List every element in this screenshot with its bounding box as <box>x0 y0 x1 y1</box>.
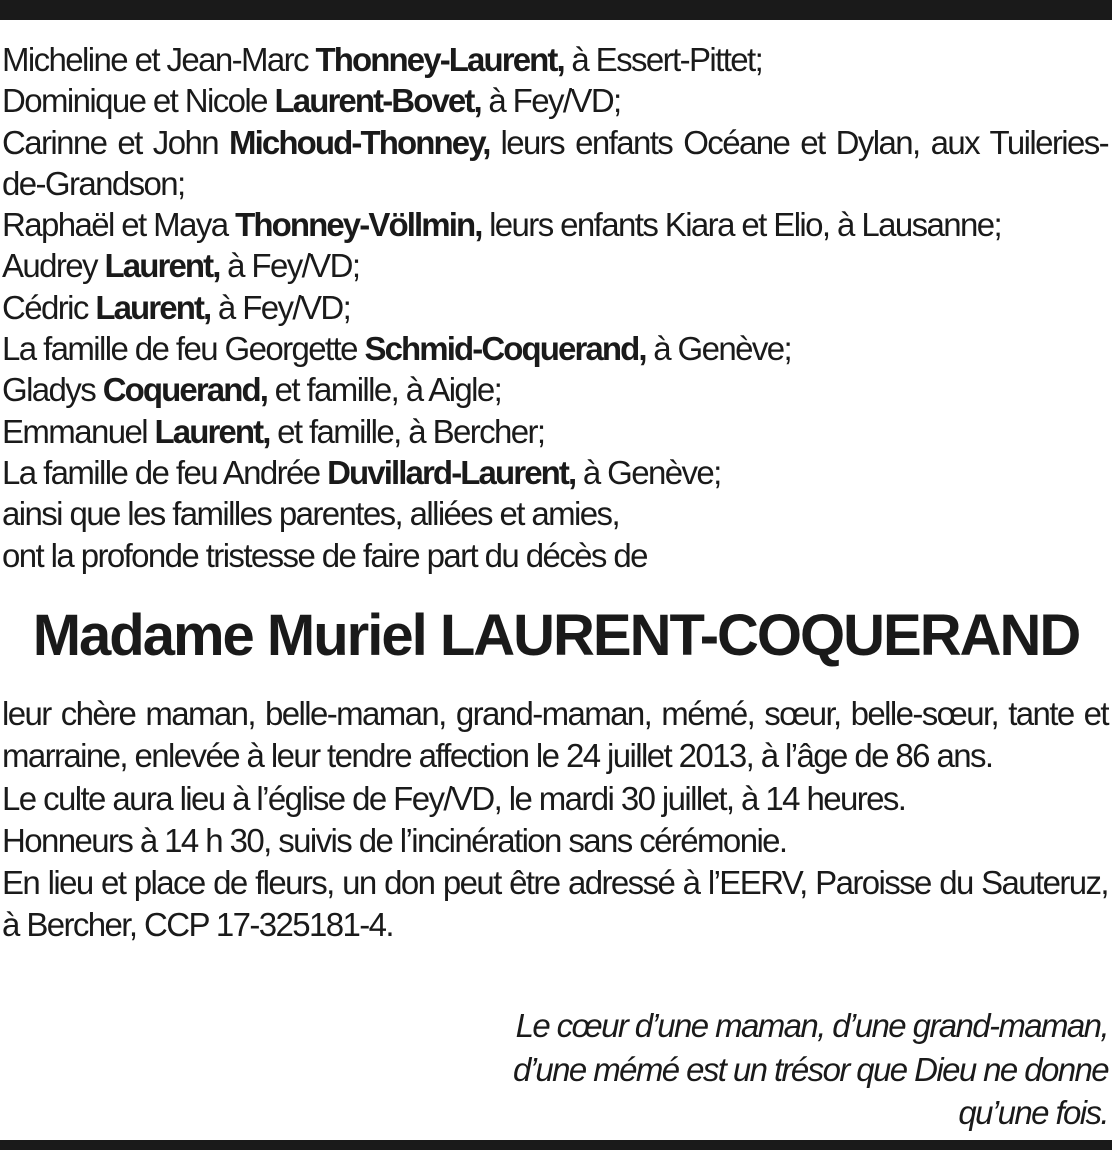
mourner-location: leurs enfants Kiara et Elio, à Lausanne; <box>481 206 1002 244</box>
mourners-list <box>2 39 1108 576</box>
announcement-body <box>2 693 1108 947</box>
mourner-location: leurs enfants Océane et Dylan, aux Tuileries-de-Grandson; <box>2 123 1108 202</box>
mourner-location: à Fey/VD; <box>210 288 351 326</box>
mourner-family-name: Laurent-Bovet, <box>274 82 481 120</box>
mourner-first-names: Gladys <box>2 371 103 409</box>
mourner-first-names: Audrey <box>2 247 105 285</box>
mourner-family-name: Duvillard-Laurent, <box>327 453 576 491</box>
mourner-first-names: Dominique et Nicole <box>2 82 275 120</box>
mourner-location: à Genève; <box>575 453 721 491</box>
mourner-line <box>2 328 1108 369</box>
mourner-line <box>2 204 1108 245</box>
mourner-line <box>2 452 1108 493</box>
mourner-family-name: Laurent, <box>104 247 220 285</box>
mourner-first-names: Cédric <box>2 288 96 326</box>
service-paragraph: Le culte aura lieu à l’église de Fey/VD, le mardi 30 juillet, à 14 heures. <box>2 779 906 817</box>
mourner-family-name: Coquerand, <box>102 371 268 409</box>
top-rule <box>0 0 1112 20</box>
mourner-line <box>2 80 1108 121</box>
deceased-name: Madame Muriel LAURENT-COQUERAND <box>32 603 1080 668</box>
mourner-location: à Fey/VD; <box>480 82 621 120</box>
tribute-paragraph: leur chère maman, belle-maman, grand-maman, mémé, sœur, belle-sœur, tante et marraine, enlevée à leur tendre affection le 24 juillet 2013, à l’âge de 86 ans. <box>2 695 1108 775</box>
closing-quote <box>208 1004 1108 1135</box>
mourner-location: et famille, à Bercher; <box>269 412 545 450</box>
quote-line: d’une mémé est un trésor que Dieu ne donne <box>512 1050 1108 1088</box>
mourner-location: à Genève; <box>645 330 792 368</box>
mourner-line <box>2 245 1108 286</box>
mourner-line <box>2 122 1108 205</box>
closing-line: ont la profonde tristesse de faire part du décès de <box>2 536 647 574</box>
mourner-family-name: Thonney-Völlmin, <box>235 206 482 244</box>
mourner-first-names: Micheline et Jean-Marc <box>2 41 316 78</box>
donation-paragraph: En lieu et place de fleurs, un don peut être adressé à l’EERV, Paroisse du Sauteruz, à Bercher, CCP 17-325181-4. <box>2 864 1108 944</box>
mourner-family-name: Laurent, <box>154 412 270 450</box>
mourner-first-names: Raphaël et Maya <box>2 206 236 244</box>
mourner-first-names: Emmanuel <box>2 412 155 450</box>
mourner-family-name: Schmid-Coquerand, <box>364 330 646 368</box>
mourner-line <box>2 369 1108 410</box>
mourner-location: à Essert-Pittet; <box>563 41 763 78</box>
mourner-first-names: Carinne et John <box>2 123 230 161</box>
quote-line: qu’une fois. <box>958 1094 1108 1132</box>
mourner-line <box>2 411 1108 452</box>
mourner-location: et famille, à Aigle; <box>267 371 502 409</box>
mourner-family-name: Thonney-Laurent, <box>315 41 564 78</box>
mourner-family-name: Michoud-Thonney, <box>229 123 490 161</box>
quote-line: Le cœur d’une maman, d’une grand-maman, <box>515 1007 1108 1044</box>
mourner-line <box>2 287 1108 328</box>
mourner-first-names: La famille de feu Andrée <box>2 453 328 491</box>
mourner-line <box>2 39 1108 80</box>
closing-line: ainsi que les familles parentes, alliées et amies, <box>2 495 620 533</box>
mourner-family-name: Laurent, <box>95 288 211 326</box>
bottom-rule <box>0 1140 1112 1150</box>
honours-paragraph: Honneurs à 14 h 30, suivis de l’incinération sans cérémonie. <box>2 821 787 859</box>
mourner-location: à Fey/VD; <box>219 247 360 285</box>
mourner-first-names: La famille de feu Georgette <box>2 330 365 368</box>
